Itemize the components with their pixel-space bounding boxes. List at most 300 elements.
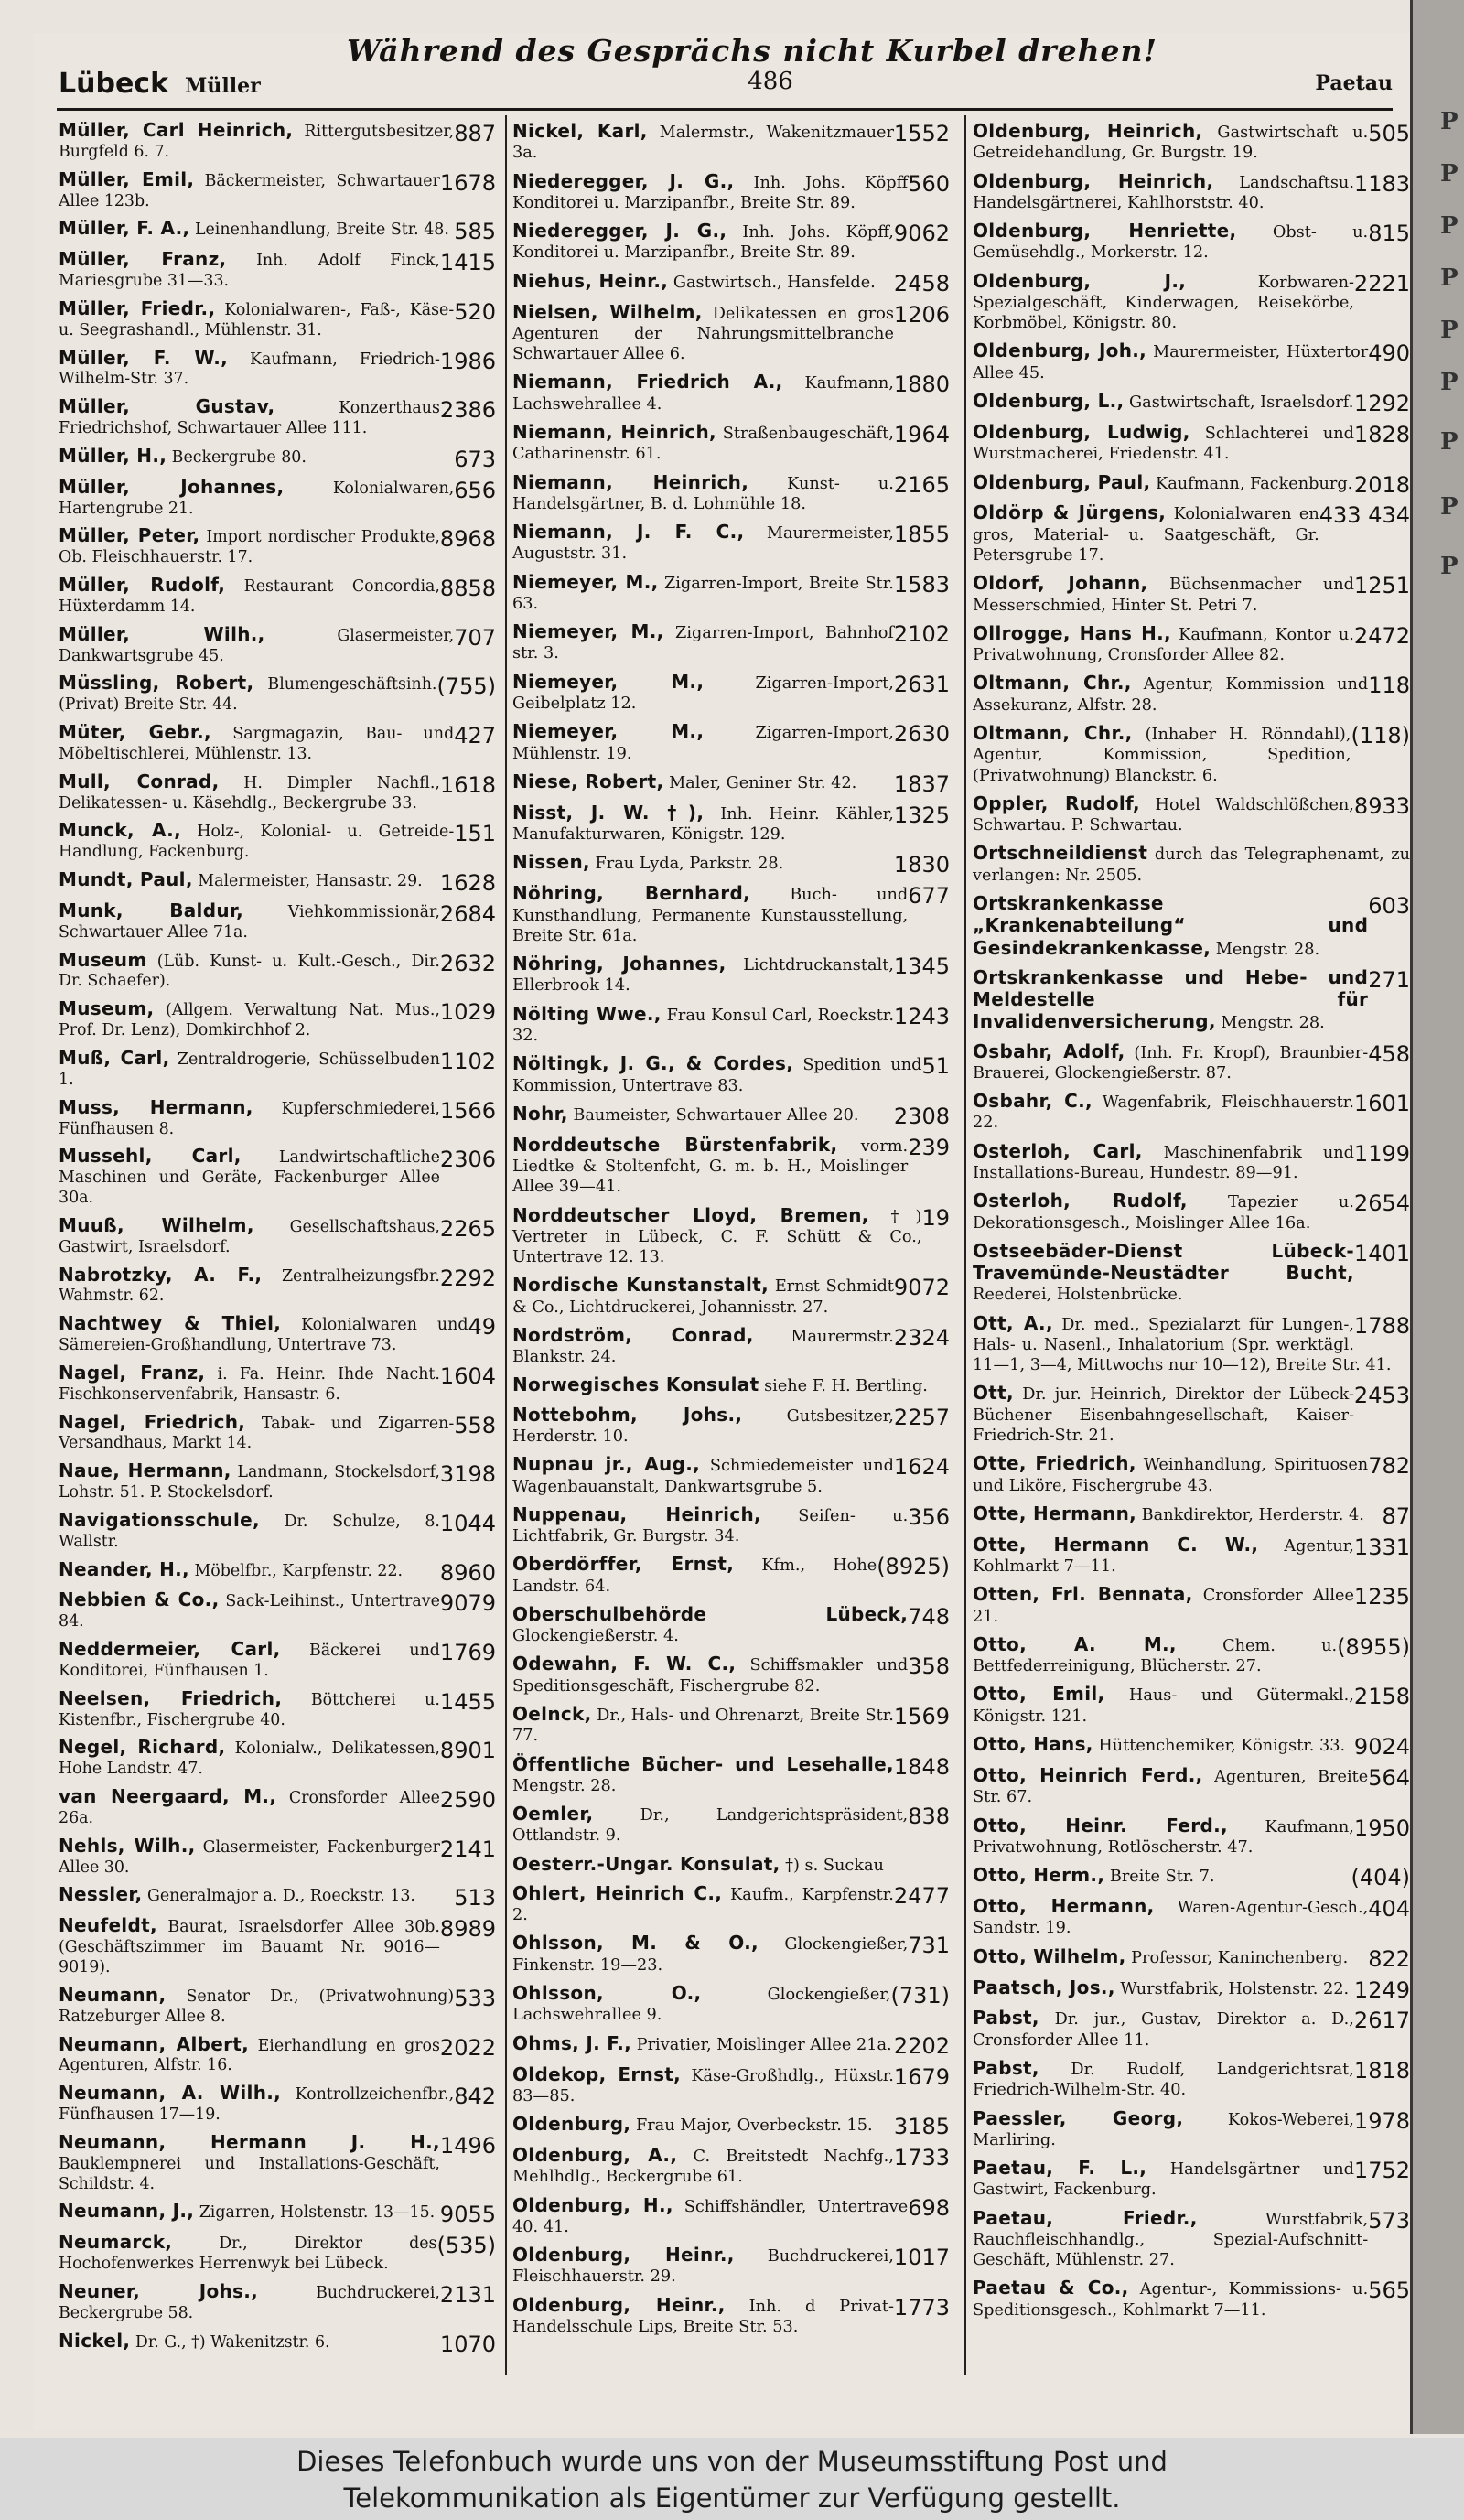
listing-name: Oldenburg, Paul, (973, 470, 1151, 493)
directory-column-3 (973, 121, 1410, 2328)
listing-entry (512, 1983, 950, 2026)
listing-details: Inh. Heinr. Kähler, Manufakturwaren, Königstr. 129. (512, 804, 894, 845)
listing-name: Nölting Wwe., (512, 1002, 662, 1025)
listing-details: Glasermeister, Dankwartsgrube 45. (59, 626, 455, 665)
listing-name: Oldenburg, J., (973, 269, 1187, 292)
listing-entry (59, 346, 496, 391)
listing-name: Niehus, Heinr., (512, 269, 669, 292)
listing-details: Landmann, Stockelsdorf, Lohstr. 51. P. Stockelsdorf. (59, 1463, 440, 1502)
phone-number: 1978 (1353, 2107, 1410, 2134)
listing-details: Holz-, Kolonial- u. Getreide-Handlung, Fackenburg. (59, 823, 455, 862)
listing-entry (973, 2158, 1410, 2201)
listing-entry (973, 1634, 1410, 1677)
phone-number: 51 (921, 1053, 950, 1080)
listing-details: Obst- u. Gemüsehdlg., Morkerstr. 12. (973, 223, 1369, 263)
listing-details: Generalmajor a. D., Roeckstr. 13. (146, 1887, 415, 1906)
listing-entry (512, 2245, 950, 2288)
phone-number: (8955) (1337, 1633, 1410, 1660)
phone-number: 520 (454, 298, 496, 325)
phone-number: 1986 (439, 348, 496, 374)
listing-entry (59, 2032, 496, 2077)
listing-entry (973, 1734, 1410, 1758)
listing-name: Otto, A. M., (973, 1632, 1177, 1655)
column-divider (505, 115, 507, 2375)
phone-number: 1249 (1353, 1976, 1410, 2003)
phone-number: 2257 (893, 1404, 950, 1430)
listing-details: Gutsbesitzer, Herderstr. 10. (512, 1406, 894, 1447)
listing-name: Neumann, Hermann J. H., (59, 2130, 440, 2153)
phone-number: 1243 (893, 1003, 950, 1029)
listing-details: Dr. jur. Heinrich, Direktor der Lübeck-Büchener Eisenbahngesellschaft, Kaiser-Friedrich-Str. 21. (973, 1385, 1354, 1446)
listing-details: Glockengießer, Lachswehrallee 9. (512, 1986, 891, 2025)
listing-name: Oldenburg, Ludwig, (973, 420, 1190, 443)
phone-number: 1183 (1353, 170, 1410, 197)
phone-number: 1828 (1353, 421, 1410, 447)
listing-details: (Inh. Fr. Kropf), Braunbier-Brauerei, Glockengießerstr. 87. (973, 1043, 1369, 1082)
listing-details: Gastwirtsch., Hansfelde. (673, 273, 876, 292)
listing-details: Kaufm., Karpfenstr. 2. (512, 1885, 894, 1925)
listing-details: †) s. Suckau (785, 1856, 884, 1875)
listing-details: Kolonialwaren, Hartengrube 21. (59, 479, 455, 518)
phone-number: (731) (890, 1983, 950, 2008)
listing-name: Nebbien & Co., (59, 1588, 220, 1611)
listing-entry (59, 901, 496, 943)
listing-details: Gastwirtschaft, Israelsdorf. (1129, 393, 1354, 413)
phone-number: 2631 (893, 671, 950, 697)
listing-name: Nissen, (512, 851, 590, 874)
listing-name: Otte, Hermann C. W., (973, 1533, 1259, 1556)
listing-name: Oldenburg, Henriette, (973, 220, 1237, 242)
listing-details: Wurstfabrik, Rauchfleischhandlg., Spezial-Aufschnitt-Geschäft, Mühlenstr. 27. (973, 2210, 1369, 2270)
phone-number: 558 (454, 1412, 496, 1438)
phone-number: 1773 (893, 2294, 950, 2321)
listing-entry (59, 1508, 496, 1553)
phone-number: 2221 (1353, 270, 1410, 296)
listing-entry (59, 296, 496, 341)
listing-entry (973, 1383, 1410, 1446)
listing-name: Oldenburg, Heinrich, (973, 120, 1203, 142)
listing-details: Zentralheizungsfbr. Wahmstr. 62. (59, 1266, 440, 1306)
listing-entry (59, 1983, 496, 2028)
listing-entry (59, 772, 496, 814)
listing-entry (512, 1205, 950, 1268)
listing-details: Frau Konsul Carl, Roeckstr. 32. (512, 1006, 894, 1045)
listing-name: Oesterr.-Ungar. Konsulat, (512, 1852, 780, 1875)
listing-entry (512, 1374, 950, 1396)
listing-entry (59, 1410, 496, 1455)
phone-number: 3185 (893, 2114, 950, 2140)
listing-name: Niemann, Friedrich A., (512, 371, 783, 393)
listing-entry (973, 1896, 1410, 1939)
listing-entry (59, 576, 496, 618)
listing-details: Landwirtschaftliche Maschinen und Geräte, Fackenburger Allee 30a. (59, 1148, 440, 1208)
listing-name: Osterloh, Carl, (973, 1139, 1143, 1162)
phone-number: 358 (908, 1653, 950, 1680)
listing-details: Kunst- u. Handelsgärtner, B. d. Lohmühle 18. (512, 474, 894, 513)
listing-details: Gastwirtschaft u. Getreidehandlung, Gr. Burgstr. 19. (973, 124, 1369, 163)
listing-name: Oberdörffer, Ernst, (512, 1553, 735, 1576)
listing-details: Kolonialwaren en gros, Material- u. Saatgeschäft, Gr. Petersgrube 17. (973, 505, 1319, 565)
listing-details: Maler, Geniner Str. 42. (669, 773, 857, 792)
listing-details: Spedition und Kommission, Untertrave 83. (512, 1056, 922, 1095)
listing-details: Frau Major, Overbeckstr. 15. (635, 2116, 873, 2136)
listing-entry (973, 1815, 1410, 1858)
phone-number: 2292 (439, 1265, 496, 1291)
phone-number: 2265 (439, 1215, 496, 1242)
listing-name: Nupnau jr., Aug., (512, 1453, 701, 1476)
phone-number: 1628 (439, 870, 496, 897)
listing-entry (973, 121, 1410, 164)
listing-entry (59, 821, 496, 863)
phone-number: 1325 (893, 802, 950, 828)
listing-name: Oldenburg, A., (512, 2144, 678, 2166)
phone-number: 356 (908, 1503, 950, 1530)
phone-number: 2630 (893, 721, 950, 748)
listing-name: Oldenburg, Joh., (973, 339, 1147, 362)
listing-name: Paetau, Friedr., (973, 2206, 1198, 2229)
listing-details: Kupferschmiederei, Fünfhausen 8. (59, 1099, 440, 1138)
listing-name: Nottebohm, Johs., (512, 1403, 743, 1426)
margin-mark: P (1440, 317, 1459, 344)
listing-details: Schiffshändler, Untertrave 40. 41. (512, 2197, 909, 2236)
listing-entry (59, 1590, 496, 1632)
listing-details: Tabak- und Zigarren-Versandhaus, Markt 14. (59, 1414, 455, 1453)
listing-name: Müller, F. A., (59, 217, 190, 240)
phone-number: 118 (1368, 673, 1410, 699)
listing-details: Wagenfabrik, Fleischhauerstr. 22. (973, 1093, 1354, 1133)
listing-entry (512, 1883, 950, 1926)
listing-entry (59, 1738, 496, 1780)
listing-entry (512, 472, 950, 515)
listing-details: Zigarren-Import, Bahnhof str. 3. (512, 624, 894, 663)
listing-details: Frau Lyda, Parkstr. 28. (595, 855, 784, 874)
phone-number: 533 (454, 1985, 496, 2011)
listing-entry (59, 868, 496, 897)
listing-entry (973, 1041, 1410, 1084)
listing-entry (973, 623, 1410, 666)
listing-name: Nachtwey & Thiel, (59, 1312, 282, 1335)
phone-number: 2477 (893, 1882, 950, 1909)
phone-number: 151 (454, 821, 496, 847)
listing-entry (973, 502, 1410, 565)
listing-entry (59, 673, 496, 716)
listing-entry (973, 1977, 1410, 2001)
phone-number: 2102 (893, 621, 950, 648)
listing-entry (59, 1213, 496, 1258)
listing-details: Agentur-, Kommissions- u. Speditionsgesch., Kohlmarkt 7—11. (973, 2280, 1369, 2320)
listing-entry (512, 2064, 950, 2107)
listing-name: Otten, Frl. Bennata, (973, 1583, 1193, 1606)
phone-number: 2453 (1353, 1383, 1410, 1409)
header-rule (57, 108, 1393, 111)
phone-number: 1017 (893, 2245, 950, 2271)
adjacent-page-edge (1410, 0, 1464, 2434)
listing-entry (973, 271, 1410, 334)
phone-number: 2018 (1353, 471, 1410, 498)
listing-name: Norwegisches Konsulat (512, 1373, 759, 1396)
listing-name: Ott, (973, 1382, 1014, 1405)
listing-name: Niederegger, J. G., (512, 169, 735, 192)
listing-entry (512, 1754, 950, 1797)
listing-details: Cronsforder Allee 21. (973, 1587, 1354, 1626)
listing-entry (512, 1554, 950, 1597)
listing-entry (59, 1686, 496, 1731)
listing-name: Nielsen, Wilhelm, (512, 300, 703, 323)
phone-number: 1769 (439, 1640, 496, 1666)
listing-name: Norddeutscher Lloyd, Bremen, (512, 1203, 869, 1226)
phone-number: 673 (454, 446, 496, 472)
phone-number: 49 (468, 1314, 496, 1341)
listing-entry (973, 1453, 1410, 1496)
listing-name: Otte, Hermann, (973, 1502, 1137, 1524)
listing-details: Seifen- u. Lichtfabrik, Gr. Burgstr. 34. (512, 1506, 909, 1546)
listing-entry (59, 2329, 496, 2357)
listing-entry (59, 217, 496, 245)
listing-details: Dr. jur., Gustav, Direktor a. D., Cronsforder Allee 11. (973, 2010, 1354, 2050)
listing-entry (512, 802, 950, 845)
listing-name: Müller, Peter, (59, 524, 200, 547)
phone-number: 1950 (1353, 1815, 1410, 1841)
listing-details: Kontrollzeichenfbr., Fünfhausen 17—19. (59, 2085, 455, 2125)
listing-details: Delikatessen en gros Agenturen der Nahrungsmittelbranche Schwartauer Allee 6. (512, 304, 894, 364)
listing-name: Oldenburg, Heinr., (512, 2293, 726, 2316)
phone-number: (8925) (877, 1554, 950, 1580)
listing-name: Otto, Emil, (973, 1683, 1105, 1706)
phone-number: 19 (921, 1204, 950, 1231)
listing-name: Nordische Kunstanstalt, (512, 1274, 769, 1297)
listing-name: Oldenburg, H., (512, 2193, 673, 2216)
listing-name: Osbahr, C., (973, 1090, 1093, 1113)
phone-number: 603 (1368, 892, 1410, 919)
listing-name: Nohr, (512, 1102, 568, 1125)
listing-details: Chem. u. Bettfederreinigung, Blücherstr. 27. (973, 1636, 1338, 1676)
listing-entry (512, 522, 950, 565)
listing-name: Neander, H., (59, 1557, 189, 1580)
listing-name: Osterloh, Rudolf, (973, 1190, 1188, 1212)
listing-details: Bäckerei und Konditorei, Fünfhausen 1. (59, 1642, 440, 1680)
phone-number: 8960 (439, 1559, 496, 1586)
listing-entry (59, 1787, 496, 1829)
phone-number: 1601 (1353, 1091, 1410, 1117)
listing-entry (973, 573, 1410, 616)
listing-details: Maschinenfabrik und Installations-Bureau, Hundestr. 89—91. (973, 1143, 1354, 1182)
listing-entry (512, 672, 950, 715)
listing-entry (59, 2200, 496, 2228)
listing-name: Nehls, Wilh., (59, 1834, 196, 1857)
listing-details: Dr. Schulze, 8. Wallstr. (59, 1512, 440, 1551)
listing-entry (973, 171, 1410, 214)
listing-name: Nöltingk, J. G., & Cordes, (512, 1052, 794, 1075)
phone-number: 1604 (439, 1362, 496, 1389)
listing-name: Nickel, (59, 2329, 131, 2352)
footer-line-1: Dieses Telefonbuch wurde uns von der Museumsstiftung Post und (296, 2446, 1168, 2477)
listing-details: Leinenhandlung, Breite Str. 48. (194, 221, 449, 240)
listing-entry (512, 1405, 950, 1448)
listing-entry (59, 1363, 496, 1405)
listing-details: Breite Str. 7. (1109, 1868, 1215, 1887)
listing-details: Restaurant Concordia, Hüxterdamm 14. (59, 577, 440, 616)
listing-name: Niemeyer, M., (512, 720, 705, 743)
listing-entry (973, 1765, 1410, 1808)
listing-details: (Allgem. Verwaltung Nat. Mus., Prof. Dr. Lenz), Domkirchhof 2. (59, 1001, 440, 1040)
listing-entry (512, 2033, 950, 2057)
listing-entry (59, 475, 496, 520)
listing-entry (512, 2295, 950, 2338)
listing-name: Nagel, Franz, (59, 1361, 206, 1384)
phone-number: 842 (454, 2084, 496, 2110)
margin-mark: P (1440, 553, 1459, 580)
listing-name: Otto, Heinr. Ferd., (973, 1814, 1228, 1836)
header-left (59, 68, 261, 100)
listing-entry (973, 472, 1410, 496)
listing-entry (973, 843, 1410, 886)
listing-entry (973, 1584, 1410, 1627)
listing-name: Norddeutsche Bürstenfabrik, (512, 1133, 838, 1156)
listing-entry (512, 1933, 950, 1976)
listing-details: Mengstr. 28. (1215, 940, 1320, 959)
listing-entry (973, 221, 1410, 264)
listing-name: Niederegger, J. G., (512, 220, 727, 242)
listing-name: Ostseebäder-Dienst Lübeck-Travemünde-Neustädter Bucht, (973, 1239, 1354, 1285)
listing-details: Kaufmann, Privatwohnung, Rotlöscherstr. 47. (973, 1817, 1354, 1857)
phone-number: 1566 (439, 1097, 496, 1124)
listing-name: Oldorf, Johann, (973, 572, 1148, 595)
listing-name: Müter, Gebr., (59, 721, 211, 744)
listing-details: Korbwaren-Spezialgeschäft, Kinderwagen, Reisekörbe, Korbmöbel, Königstr. 80. (973, 273, 1354, 333)
margin-mark: P (1440, 264, 1459, 292)
listing-name: Paetau & Co., (973, 2277, 1129, 2299)
listing-details: Zentraldrogerie, Schüsselbuden 1. (59, 1050, 440, 1089)
listing-entry (512, 302, 950, 365)
listing-name: Nessler, (59, 1883, 143, 1906)
listing-name: Oberschulbehörde Lübeck, (512, 1602, 909, 1625)
listing-details: Kolonialwaren-, Faß-, Käse- u. Seegrashandl., Mühlenstr. 31. (59, 300, 455, 339)
phone-number: 573 (1368, 2207, 1410, 2234)
listing-entry (973, 1313, 1410, 1376)
footer-line-2: Telekommunikation als Eigentümer zur Verfügung gestellt. (343, 2482, 1121, 2514)
listing-details: Kaufmann, Kontor u. Privatwohnung, Cronsforder Allee 82. (973, 625, 1354, 665)
listing-name: Neumarck, (59, 2231, 173, 2254)
listing-entry (59, 444, 496, 472)
listing-details: siehe F. H. Bertling. (764, 1377, 928, 1396)
phone-number: 1235 (1353, 1584, 1410, 1610)
margin-mark: P (1440, 428, 1459, 456)
listing-name: Ollrogge, Hans H., (973, 621, 1171, 644)
phone-number: 239 (908, 1134, 950, 1160)
listing-entry (973, 1141, 1410, 1184)
listing-name: Oppler, Rudolf, (973, 792, 1140, 814)
phone-number: 1818 (1353, 2058, 1410, 2084)
listing-name: Mull, Conrad, (59, 770, 220, 792)
listing-details: Baumeister, Schwartauer Allee 20. (573, 1105, 859, 1125)
phone-number: 2632 (439, 950, 496, 976)
listing-details: †) Vertreter in Lübeck, C. F. Schütt & Co., Untertrave 12. 13. (512, 1207, 922, 1267)
phone-number: 3198 (439, 1461, 496, 1488)
listing-details: Waren-Agentur-Gesch., Sandstr. 19. (973, 1899, 1369, 1938)
listing-details: Böttcherei u. Kistenfbr., Fischergrube 40. (59, 1690, 440, 1729)
listing-details: Baurat, Israelsdorfer Allee 30b. (Geschäftszimmer im Bauamt Nr. 9016—9019). (59, 1918, 440, 1977)
margin-mark: P (1440, 369, 1459, 396)
listing-entry (973, 1865, 1410, 1889)
listing-name: Niese, Robert, (512, 770, 664, 792)
listing-entry (973, 422, 1410, 465)
listing-entry (973, 2208, 1410, 2271)
listing-name: Öffentliche Bücher- und Lesehalle, (512, 1752, 894, 1775)
listing-entry (59, 1314, 496, 1356)
listing-details: Dr., Hals- und Ohrenarzt, Breite Str. 77. (512, 1707, 894, 1746)
listing-name: Ortschneildienst (973, 842, 1148, 865)
phone-number: 1830 (893, 852, 950, 878)
listing-details: Kaufmann, Lachswehrallee 4. (512, 374, 894, 414)
phone-number: 1848 (893, 1753, 950, 1780)
listing-details: Hüttenchemiker, Königstr. 33. (1098, 1737, 1346, 1755)
phone-number: 887 (454, 121, 496, 146)
phone-number: 1569 (893, 1704, 950, 1730)
listing-entry (512, 953, 950, 996)
listing-name: Neuner, Johs., (59, 2279, 259, 2302)
listing-name: Pabst, (973, 2007, 1039, 2030)
phone-number: 2617 (1353, 2008, 1410, 2034)
listing-details: Haus- und Gütermakl., Königstr. 121. (973, 1686, 1354, 1726)
listing-details: Inh. Johs. Köpff, Konditorei u. Marzipanfbr., Breite Str. 89. (512, 223, 894, 263)
phone-number: 1855 (893, 522, 950, 548)
listing-entry (973, 2108, 1410, 2151)
listing-details: Inh. Johs. Köpff Konditorei u. Marzipanfbr., Breite Str. 89. (512, 173, 909, 212)
phone-number: 2141 (439, 1836, 496, 1862)
phone-number: 513 (454, 1885, 496, 1912)
listing-entry (973, 1503, 1410, 1527)
listing-entry (59, 121, 496, 163)
listing-entry (512, 1053, 950, 1096)
listing-details: Tapezier u. Dekorationsgesch., Moislinger Allee 16a. (973, 1193, 1354, 1233)
listing-details: Agenturen, Breite Str. 67. (973, 1767, 1369, 1807)
listing-name: Niemann, J. F. C., (512, 521, 745, 544)
listing-name: Ortskrankenkasse und Hebe- und Meldestelle für Invalidenversicherung, (973, 965, 1369, 1033)
margin-mark: P (1440, 493, 1459, 521)
listing-entry (512, 1104, 950, 1127)
listing-details: Zigarren-Import, Mühlenstr. 19. (512, 724, 894, 763)
phone-number: 9055 (439, 2202, 496, 2228)
phone-number: 585 (454, 219, 496, 245)
phone-number: 1206 (893, 301, 950, 328)
listing-entry (59, 1147, 496, 1209)
phone-number: (755) (436, 673, 496, 700)
phone-number: 433 434 (1319, 502, 1410, 529)
listing-details: Glockengießer, Finkenstr. 19—23. (512, 1935, 909, 1975)
phone-number: 1679 (893, 2063, 950, 2090)
listing-details: Sack-Leihinst., Untertrave 84. (59, 1592, 440, 1632)
phone-number: (535) (436, 2233, 496, 2259)
header-banner: Während des Gesprächs nicht Kurbel drehen! (346, 33, 1158, 69)
listing-details: Reederei, Holstenbrücke. (973, 1286, 1183, 1305)
listing-entry (512, 771, 950, 795)
listing-details: Dr., Direktor des Hochofenwerkes Herrenwyk bei Lübeck. (59, 2235, 437, 2274)
listing-name: Müller, Carl Heinrich, (59, 119, 294, 141)
listing-name: van Neergaard, M., (59, 1785, 277, 1808)
listing-entry (512, 2195, 950, 2238)
phone-number: 8858 (439, 576, 496, 602)
listing-details: Dr. med., Spezialarzt für Lungen-, Hals- u. Nasenl., Inhalatorium (Spr. werktägl. 11—1, 3—4, Mittwochs nur 10—12), Breite Str. 41. (973, 1315, 1392, 1375)
listing-entry (59, 1916, 496, 1978)
column-divider (964, 115, 966, 2375)
listing-entry (512, 1454, 950, 1497)
listing-entry (59, 1836, 496, 1879)
phone-number: (118) (1351, 722, 1410, 748)
phone-number: 9062 (893, 221, 950, 247)
listing-details: Mengstr. 28. (1221, 1014, 1325, 1033)
listing-name: Nabrotzky, A. F., (59, 1263, 263, 1286)
listing-details: Schiffsmakler und Speditionsgeschäft, Fischergrube 82. (512, 1656, 909, 1696)
